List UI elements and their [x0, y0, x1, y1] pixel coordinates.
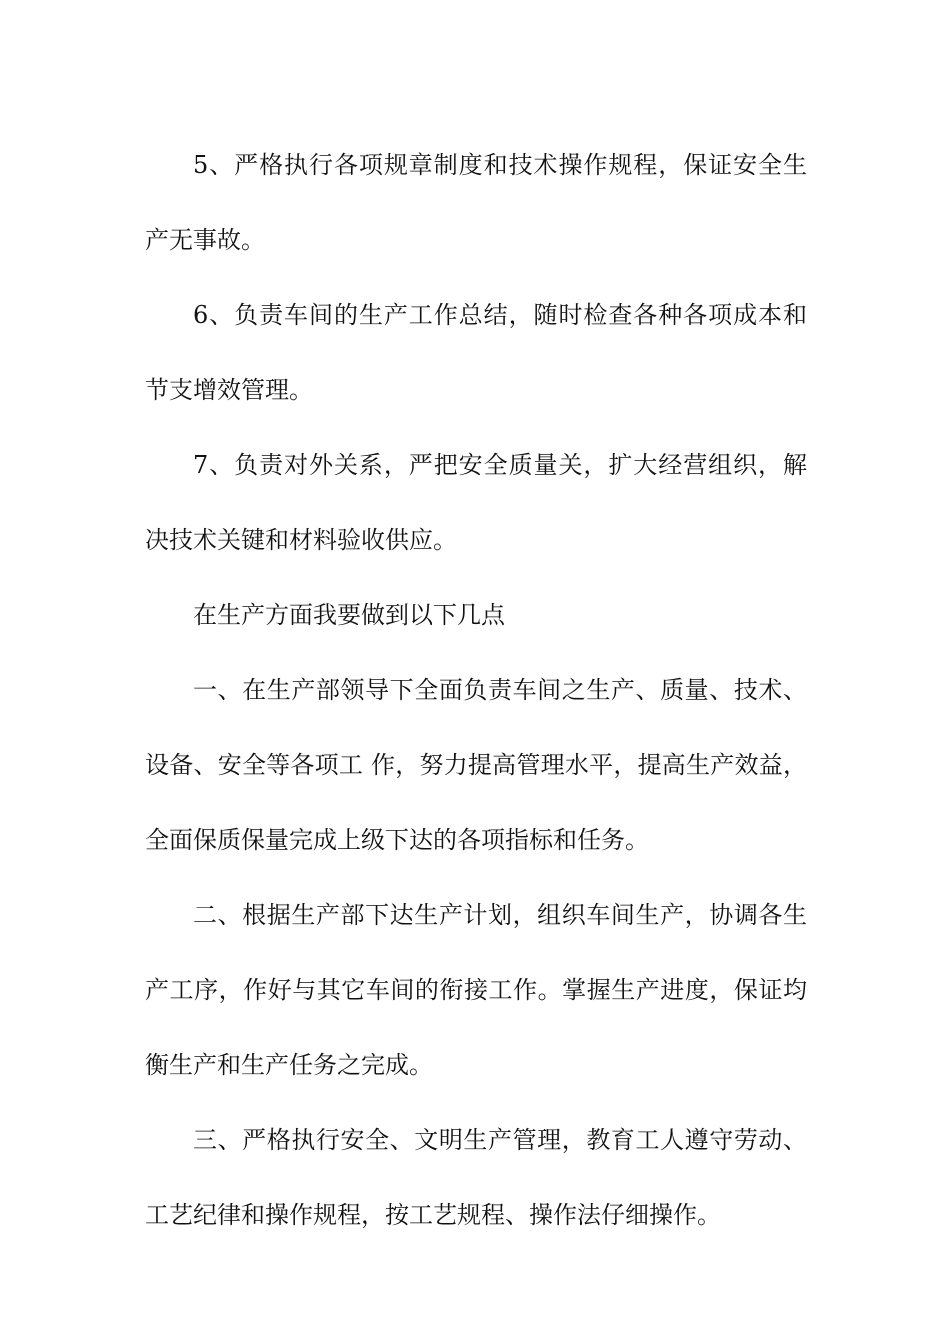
paragraph-item-5: 5、严格执行各项规章制度和技术操作规程，保证安全生产无事故。: [145, 151, 807, 254]
paragraph-item-6: 6、负责车间的生产工作总结，随时检查各种各项成本和节支增效管理。: [145, 301, 807, 404]
paragraph-point-1: 一、在生产部领导下全面负责车间之生产、质量、技术、设备、安全等各项工 作，努力提高管理水平，提高生产效益，全面保质保量完成上级下达的各项指标和任务。: [145, 676, 807, 854]
paragraph-point-2: 二、根据生产部下达生产计划，组织车间生产，协调各生产工序，作好与其它车间的衔接工作。掌握生产进度，保证均衡生产和生产任务之完成。: [145, 901, 807, 1079]
section-heading-production: 在生产方面我要做到以下几点: [193, 601, 505, 629]
paragraph-item-7: 7、负责对外关系，严把安全质量关，扩大经营组织，解决技术关键和材料验收供应。: [145, 451, 807, 554]
document-body: [145, 128, 807, 1253]
paragraph-point-3: 三、严格执行安全、文明生产管理，教育工人遵守劳动、工艺纪律和操作规程，按工艺规程、操作法仔细操作。: [145, 1126, 807, 1229]
